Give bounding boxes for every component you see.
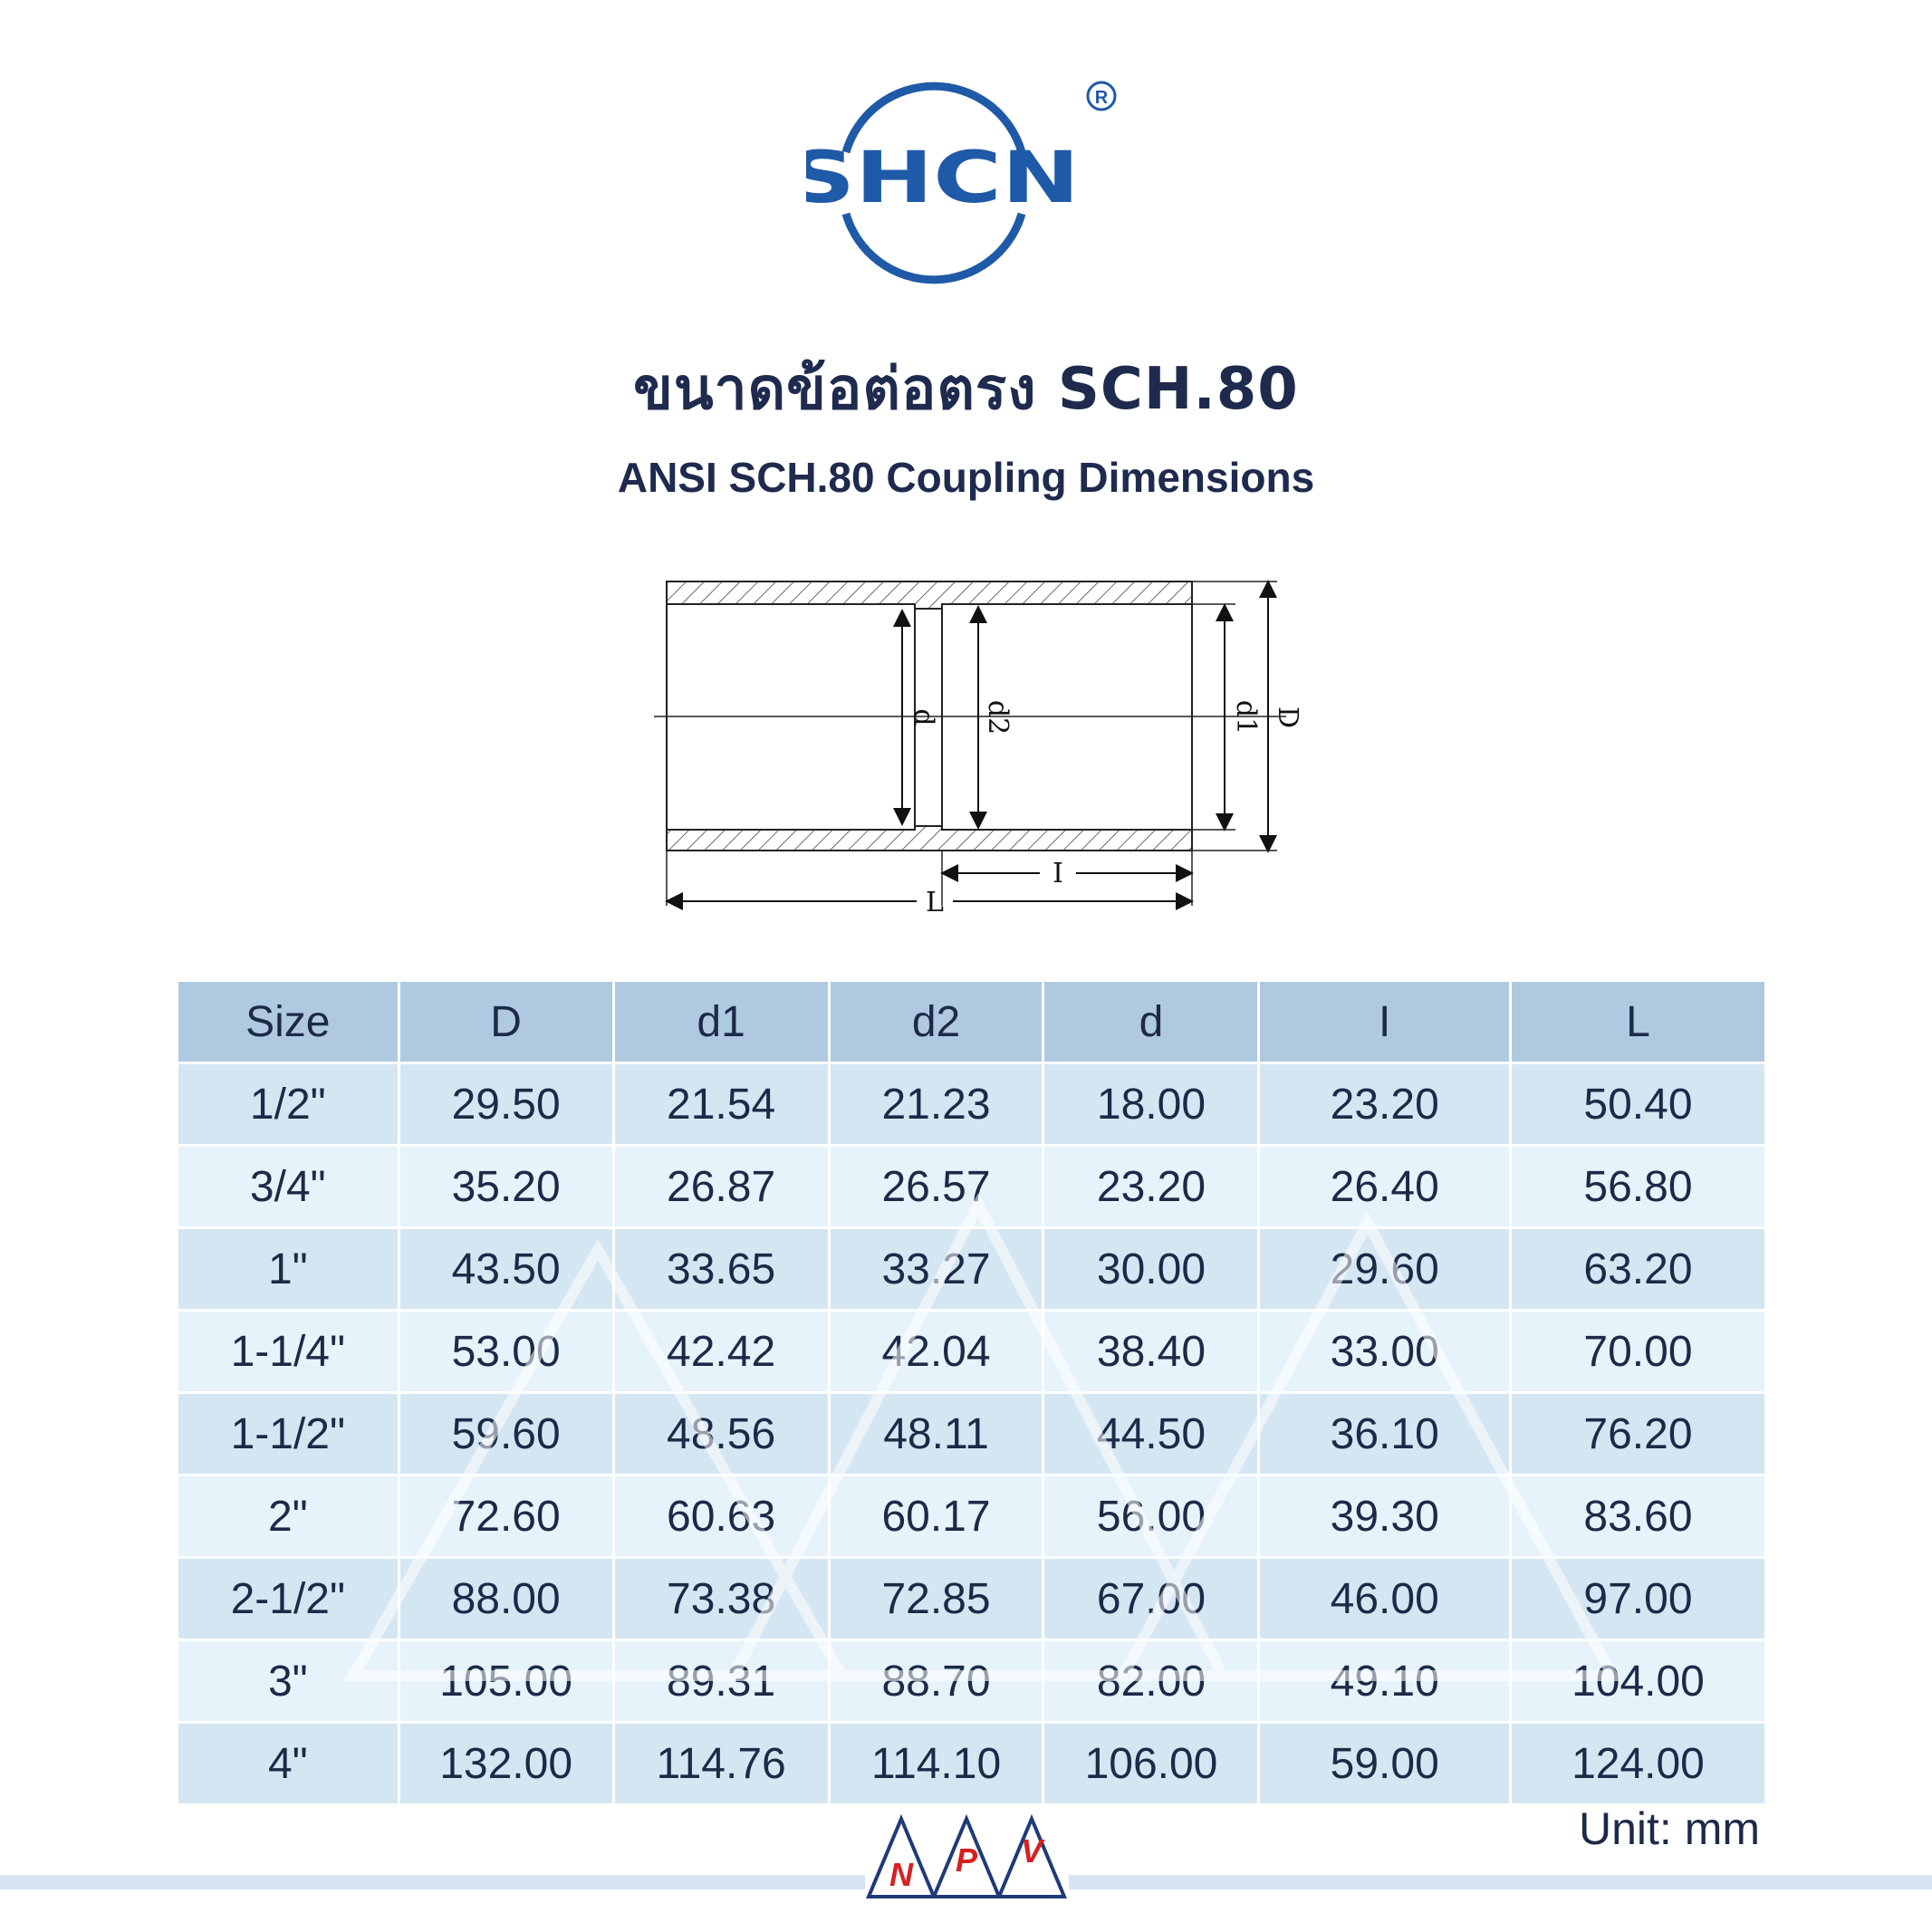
dimension-cell: 59.60 [399,1393,613,1475]
svg-text:SHCN: SHCN [806,138,1080,219]
column-header: I [1259,982,1510,1063]
dimension-cell: 23.20 [1043,1146,1259,1228]
column-header: d [1043,982,1259,1063]
dimension-cell: 83.60 [1510,1475,1764,1558]
dimension-cell: 73.38 [613,1558,829,1640]
npv-letter-v: V [1020,1832,1043,1870]
npv-watermark [326,1168,1639,1694]
dimension-cell: 104.00 [1510,1640,1764,1723]
dimension-cell: 38.40 [1043,1311,1259,1393]
dimension-cell: 56.00 [1043,1475,1259,1558]
table-header-row [178,982,1764,1063]
dimension-cell: 114.76 [613,1723,829,1805]
dimension-cell: 50.40 [1510,1063,1764,1146]
dimension-cell: 60.17 [829,1475,1043,1558]
dimension-cell: 43.50 [399,1228,613,1311]
npv-letter-p: P [955,1841,978,1879]
size-cell: 1" [178,1228,399,1311]
dimension-cell: 33.00 [1259,1311,1510,1393]
dimension-cell: 48.56 [613,1393,829,1475]
dimension-cell: 23.20 [1259,1063,1510,1146]
dimension-cell: 33.27 [829,1228,1043,1311]
svg-text:R: R [1094,88,1109,108]
dimension-cell: 72.60 [399,1475,613,1558]
size-cell: 4" [178,1723,399,1805]
dimension-cell: 72.85 [829,1558,1043,1640]
dimension-cell: 63.20 [1510,1228,1764,1311]
label-D: D [1272,706,1303,729]
column-header: D [399,982,613,1063]
dimension-cell: 46.00 [1259,1558,1510,1640]
label-d1: d1 [1230,699,1262,735]
label-L: L [926,887,944,918]
size-cell: 1-1/4" [178,1311,399,1393]
label-I: I [1053,858,1063,889]
dimension-cell: 29.60 [1259,1228,1510,1311]
label-d2: d2 [982,699,1014,735]
dimension-cell: 49.10 [1259,1640,1510,1723]
dimension-cell: 42.42 [613,1311,829,1393]
size-cell: 1-1/2" [178,1393,399,1475]
dimension-cell: 48.11 [829,1393,1043,1475]
dimension-cell: 82.00 [1043,1640,1259,1723]
dimension-cell: 26.87 [613,1146,829,1228]
dimension-cell: 97.00 [1510,1558,1764,1640]
dimension-cell: 88.70 [829,1640,1043,1723]
page-title-thai: ขนาดข้อต่อตรง SCH.80 [633,356,1299,423]
coupling-drawing [634,562,1304,924]
dimension-cell: 53.00 [399,1311,613,1393]
dimension-cell: 105.00 [399,1640,613,1723]
dimension-cell: 60.63 [613,1475,829,1558]
dimension-cell: 89.31 [613,1640,829,1723]
label-d: d [908,708,939,726]
size-cell: 3/4" [178,1146,399,1228]
dimension-cell: 21.23 [829,1063,1043,1146]
dimension-cell: 29.50 [399,1063,613,1146]
dimension-cell: 26.57 [829,1146,1043,1228]
dimension-cell: 76.20 [1510,1393,1764,1475]
table-row [178,1063,1764,1146]
dimension-cell: 132.00 [399,1723,613,1805]
size-cell: 2-1/2" [178,1558,399,1640]
unit-label: Unit: mm [1579,1803,1760,1854]
column-header: L [1510,982,1764,1063]
dimension-cell: 124.00 [1510,1723,1764,1805]
npv-letter-n: N [889,1856,913,1893]
dimension-cell: 70.00 [1510,1311,1764,1393]
dimension-cell: 36.10 [1259,1393,1510,1475]
column-header: d2 [829,982,1043,1063]
dimension-cell: 35.20 [399,1146,613,1228]
dimension-cell: 42.04 [829,1311,1043,1393]
dimension-cell: 114.10 [829,1723,1043,1805]
dimension-cell: 30.00 [1043,1228,1259,1311]
dimension-cell: 21.54 [613,1063,829,1146]
dimension-cell: 67.00 [1043,1558,1259,1640]
shcn-logo [806,72,1132,290]
dimension-cell: 44.50 [1043,1393,1259,1475]
dimension-cell: 106.00 [1043,1723,1259,1805]
dimension-cell: 18.00 [1043,1063,1259,1146]
size-cell: 2" [178,1475,399,1558]
size-cell: 1/2" [178,1063,399,1146]
dimension-cell: 39.30 [1259,1475,1510,1558]
table-row [178,1723,1764,1805]
dimension-cell: 88.00 [399,1558,613,1640]
size-cell: 3" [178,1640,399,1723]
dimension-cell: 56.80 [1510,1146,1764,1228]
dimension-cell: 33.65 [613,1228,829,1311]
dimension-cell: 59.00 [1259,1723,1510,1805]
dimension-cell: 26.40 [1259,1146,1510,1228]
column-header: d1 [613,982,829,1063]
column-header: Size [178,982,399,1063]
page-title-english: ANSI SCH.80 Coupling Dimensions [617,454,1315,501]
npv-logo [865,1812,1069,1902]
